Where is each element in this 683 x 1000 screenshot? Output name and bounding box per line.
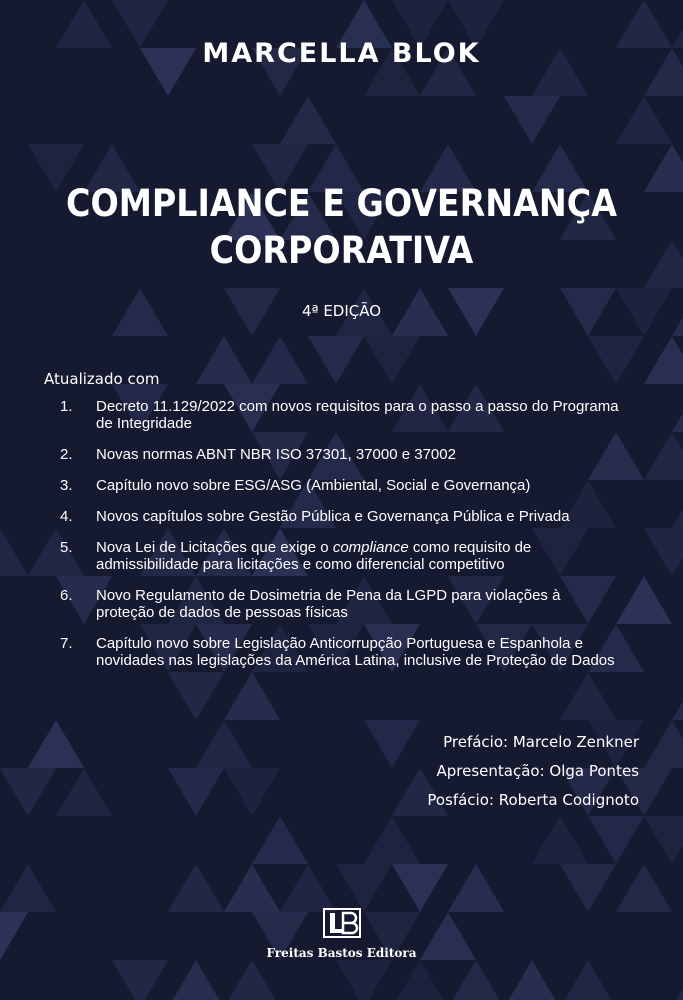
list-item-number: 2. <box>60 446 73 463</box>
pattern-triangle <box>560 960 616 1000</box>
pattern-triangle <box>504 96 560 144</box>
book-title <box>20 180 663 274</box>
pattern-triangle <box>196 336 252 384</box>
pattern-triangle <box>616 864 672 912</box>
pattern-triangle <box>672 960 683 1000</box>
list-item <box>60 477 620 494</box>
pattern-triangle <box>364 336 420 384</box>
pattern-triangle <box>0 864 56 912</box>
author-name: MARCELLA BLOK <box>202 38 481 69</box>
pattern-triangle <box>224 768 280 816</box>
pattern-triangle <box>448 864 504 912</box>
pattern-triangle <box>616 576 672 624</box>
pattern-triangle <box>112 960 168 1000</box>
pattern-triangle <box>644 528 683 576</box>
pattern-triangle <box>168 768 224 816</box>
pattern-triangle <box>392 960 448 1000</box>
pattern-triangle <box>448 960 504 1000</box>
list-item-text-end: como requisito de admissibilidade para licitações e como diferencial competitivo <box>96 539 532 573</box>
list-item <box>60 587 620 621</box>
pattern-triangle <box>504 960 560 1000</box>
list-item-number: 7. <box>60 635 73 652</box>
list-item <box>60 508 620 525</box>
list-item <box>60 635 620 669</box>
pattern-triangle <box>364 816 420 864</box>
pattern-triangle <box>644 336 683 384</box>
pattern-triangle <box>644 816 683 864</box>
pattern-triangle <box>224 864 280 912</box>
publisher-name: Freitas Bastos Editora <box>266 946 417 960</box>
pattern-triangle <box>392 864 448 912</box>
fb-logo-icon <box>323 908 361 938</box>
credits <box>427 728 639 815</box>
pattern-triangle <box>672 480 683 528</box>
edition-label: 4ª EDIÇÃO <box>301 302 382 320</box>
pattern-triangle <box>56 768 112 816</box>
pattern-triangle <box>672 672 683 720</box>
pattern-triangle <box>644 432 683 480</box>
pattern-triangle <box>252 816 308 864</box>
list-item-text: Capítulo novo sobre ESG/ASG (Ambiental, Social e Governança) <box>96 477 531 494</box>
list-item-text: Novo Regulamento de Dosimetria de Pena da LGPD para violações à proteção de dados de pessoas físicas <box>96 587 561 621</box>
list-item-text: Capítulo novo sobre Legislação Anticorrupção Portuguesa e Espanhola e novidades nas legislações da América Latina, inclusive de Proteção de Dados <box>96 635 615 669</box>
pattern-triangle <box>672 384 683 432</box>
list-item-number: 6. <box>60 587 73 604</box>
book-title-line-1: COMPLIANCE E GOVERNANÇA <box>66 182 617 225</box>
pattern-triangle <box>336 864 392 912</box>
pattern-triangle <box>560 864 616 912</box>
pattern-triangle <box>364 720 420 768</box>
pattern-triangle <box>196 720 252 768</box>
list-item-text <box>96 539 620 573</box>
pattern-triangle <box>280 96 336 144</box>
preface-credit: Prefácio: Marcelo Zenkner <box>443 733 639 751</box>
pattern-triangle <box>588 816 644 864</box>
book-title-line-2: CORPORATIVA <box>209 229 474 272</box>
pattern-triangle <box>28 720 84 768</box>
pattern-triangle <box>532 816 588 864</box>
publisher <box>0 908 683 960</box>
updates-list <box>60 398 620 683</box>
list-item <box>60 446 620 463</box>
list-item-number: 1. <box>60 398 73 415</box>
list-item-text-start: Nova Lei de Licitações que exige o <box>96 539 333 556</box>
list-item-text: Novos capítulos sobre Gestão Pública e Governança Pública e Privada <box>96 508 570 525</box>
pattern-triangle <box>336 960 392 1000</box>
pattern-triangle <box>644 720 683 768</box>
list-item <box>60 539 620 573</box>
pattern-triangle <box>252 336 308 384</box>
list-item-text: Decreto 11.129/2022 com novos requisitos para o passo a passo do Programa de Integridade <box>96 398 619 432</box>
updates-intro: Atualizado com <box>44 370 160 388</box>
pattern-triangle <box>224 960 280 1000</box>
pattern-triangle <box>0 768 56 816</box>
pattern-triangle <box>280 864 336 912</box>
pattern-triangle <box>588 336 644 384</box>
afterword-credit: Posfácio: Roberta Codignoto <box>427 791 639 809</box>
pattern-triangle <box>168 960 224 1000</box>
pattern-triangle <box>308 336 364 384</box>
list-item-number: 4. <box>60 508 73 525</box>
pattern-triangle <box>616 96 672 144</box>
list-item-number: 3. <box>60 477 73 494</box>
list-item-text: Novas normas ABNT NBR ISO 37301, 37000 e 37002 <box>96 446 456 463</box>
pattern-triangle <box>0 528 28 576</box>
list-item-text-italic: compliance <box>332 539 409 556</box>
pattern-triangle <box>168 864 224 912</box>
presentation-credit: Apresentação: Olga Pontes <box>436 762 639 780</box>
list-item <box>60 398 620 432</box>
list-item-number: 5. <box>60 539 73 556</box>
